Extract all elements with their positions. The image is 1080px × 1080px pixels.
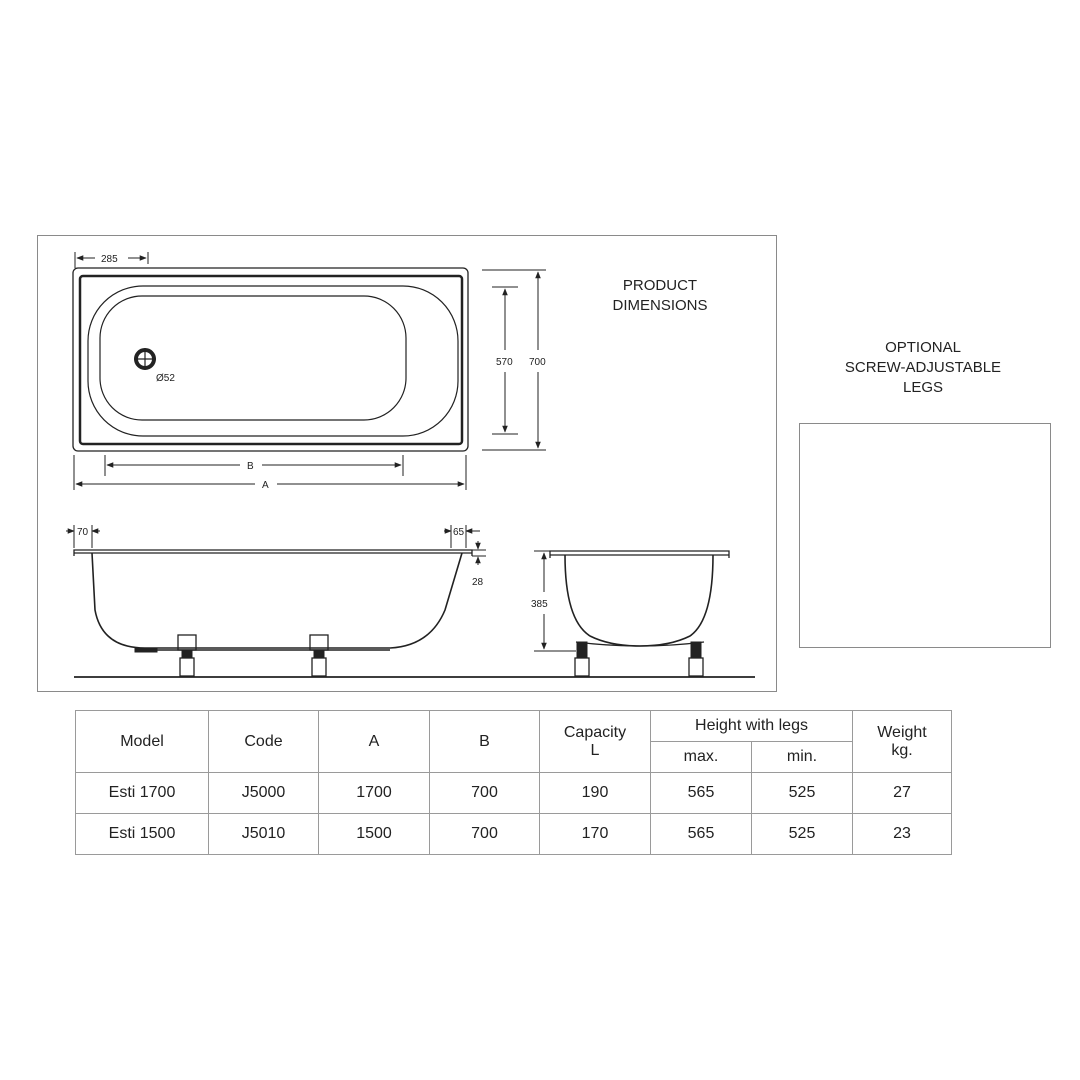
header-min: min. bbox=[752, 742, 853, 773]
side-view bbox=[74, 550, 755, 677]
cell-model: Esti 1500 bbox=[76, 814, 209, 855]
cell-a: 1500 bbox=[319, 814, 430, 855]
top-view bbox=[73, 268, 468, 451]
table-row bbox=[76, 814, 952, 855]
dim-28-label: 28 bbox=[472, 577, 484, 588]
header-capacity: Capacity L bbox=[540, 711, 651, 773]
cell-max: 565 bbox=[651, 773, 752, 814]
dim-700-label: 700 bbox=[529, 357, 546, 368]
optional-legs-panel bbox=[799, 423, 1051, 648]
header-model: Model bbox=[76, 711, 209, 773]
cell-max: 565 bbox=[651, 814, 752, 855]
optional-legs-title: OPTIONAL SCREW-ADJUSTABLE LEGS bbox=[844, 339, 1002, 396]
dim-b-label: B bbox=[247, 461, 254, 472]
cell-weight: 27 bbox=[853, 773, 952, 814]
dim-385-label: 385 bbox=[531, 599, 548, 610]
product-dimensions-title: PRODUCT DIMENSIONS bbox=[612, 277, 708, 314]
dim-a-label: A bbox=[262, 480, 269, 491]
cell-code: J5010 bbox=[209, 814, 319, 855]
cell-b: 700 bbox=[430, 814, 540, 855]
cell-model: Esti 1700 bbox=[76, 773, 209, 814]
specifications-table bbox=[75, 710, 952, 855]
header-code: Code bbox=[209, 711, 319, 773]
end-view bbox=[550, 551, 729, 676]
cell-b: 700 bbox=[430, 773, 540, 814]
cell-code: J5000 bbox=[209, 773, 319, 814]
cell-capacity: 190 bbox=[540, 773, 651, 814]
cell-min: 525 bbox=[752, 814, 853, 855]
dim-70-label: 70 bbox=[77, 527, 89, 538]
header-weight: Weight kg. bbox=[853, 711, 952, 773]
header-b: B bbox=[430, 711, 540, 773]
dim-65-label: 65 bbox=[453, 527, 465, 538]
header-height-group: Height with legs bbox=[651, 711, 853, 742]
table-row bbox=[76, 773, 952, 814]
cell-weight: 23 bbox=[853, 814, 952, 855]
cell-a: 1700 bbox=[319, 773, 430, 814]
dim-horizontal bbox=[74, 455, 466, 490]
drain-label: Ø52 bbox=[156, 373, 175, 384]
dim-70-65 bbox=[66, 525, 486, 565]
header-max: max. bbox=[651, 742, 752, 773]
header-a: A bbox=[319, 711, 430, 773]
cell-min: 525 bbox=[752, 773, 853, 814]
dim-570-label: 570 bbox=[496, 357, 513, 368]
cell-capacity: 170 bbox=[540, 814, 651, 855]
dim-285-label: 285 bbox=[101, 254, 118, 265]
